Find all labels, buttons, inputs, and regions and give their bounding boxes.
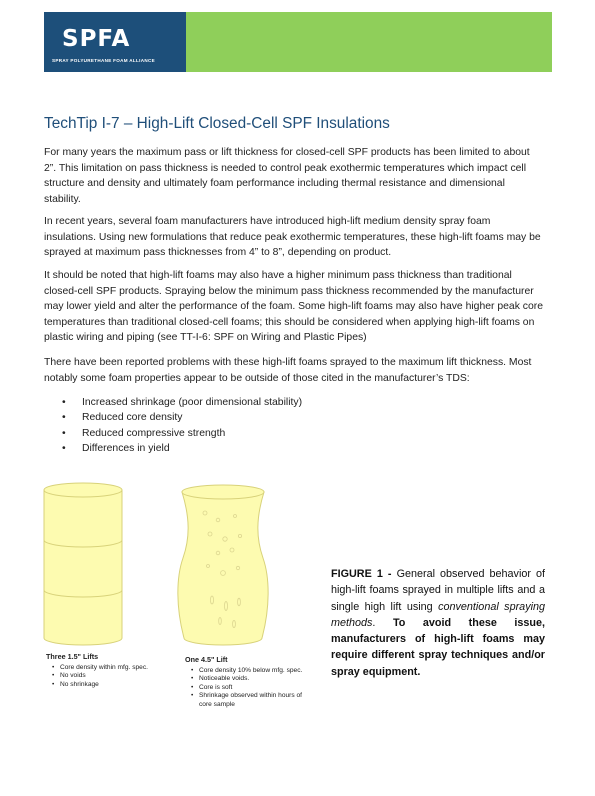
single-lift-cylinder: [178, 485, 268, 645]
three-lift-cylinder: [44, 483, 122, 645]
list-item: • Reduced core density: [62, 410, 302, 425]
list-item: • Core density 10% below mfg. spec.: [193, 667, 315, 676]
paragraph-2: In recent years, several foam manufacturers have introduced high-lift medium density spray foam insulations. Using new formulations that reduce peak exothermic temperatures, these high-lift foams may be sprayed at maximum pass thicknesses from 4” to 8”, depending on product.: [44, 216, 541, 258]
caption-text: General observed behavior of high-lift foams sprayed in multiple lifts and a single high lift using: [331, 568, 546, 613]
paragraph-3: It should be noted that high-lift foams may also have a higher minimum pass thickness than traditional closed-cell SPF products. Spraying below the minimum pass thickness recommended by the manufacturer may lower yield and alter the performance of the foam. Some high-lift foams may also have higher peak core temperatures than traditional closed-cell foams; this should be considered when applying high-lift foams on plastic wiring and piping (see TT-I-6: SPF on Wiring and Plastic Pipes): [44, 270, 543, 343]
foam-lift-illustration: [40, 478, 280, 650]
paragraph-4: There have been reported problems with these high-lift foams sprayed to the maximum lift thickness. Most notably some foam properties appear to be outside of those cited in the manufacturer’s TDS:: [44, 357, 532, 384]
list-item: • No voids: [54, 672, 166, 681]
page-title: TechTip I-7 – High-Lift Closed-Cell SPF Insulations: [44, 115, 390, 132]
list-item: • Noticeable voids.: [193, 675, 315, 684]
three-lift-title: Three 1.5" Lifts: [46, 652, 99, 661]
list-item: • Core density within mfg. spec.: [54, 664, 166, 673]
header-green-band: [186, 12, 552, 72]
three-lift-notes: [46, 653, 166, 689]
issues-list: [62, 395, 302, 457]
logo-wordmark: SPFA: [62, 26, 131, 52]
caption-after: .: [372, 616, 393, 629]
single-lift-notes: [185, 656, 315, 710]
spfa-logo: [44, 12, 186, 72]
list-item: • Core is soft: [193, 684, 315, 693]
single-lift-title: One 4.5" Lift: [185, 655, 228, 664]
figure-caption: [331, 566, 545, 680]
caption-italic: conventional spraying methods: [331, 600, 545, 629]
figure-label: FIGURE 1 -: [331, 568, 392, 580]
logo-subtitle: SPRAY POLYURETHANE FOAM ALLIANCE: [52, 58, 155, 63]
list-item: • Differences in yield: [62, 441, 302, 456]
list-item: • Increased shrinkage (poor dimensional stability): [62, 395, 302, 410]
paragraph-1: For many years the maximum pass or lift thickness for closed-cell SPF products has been limited to about 2”. This limitation on pass thickness is needed to control peak exothermic temperatures which impact cell structure and density and ultimately foam performance including thermal resistance and dimensional stability.: [44, 147, 530, 205]
caption-bold: To avoid these issue, manufacturers of high-lift foams may require different spray techniques and/or spray equipment.: [331, 616, 545, 678]
list-item: • Shrinkage observed within hours of core sample: [193, 692, 315, 709]
list-item: • No shrinkage: [54, 681, 166, 690]
list-item: • Reduced compressive strength: [62, 426, 302, 441]
header-banner: [44, 12, 552, 72]
